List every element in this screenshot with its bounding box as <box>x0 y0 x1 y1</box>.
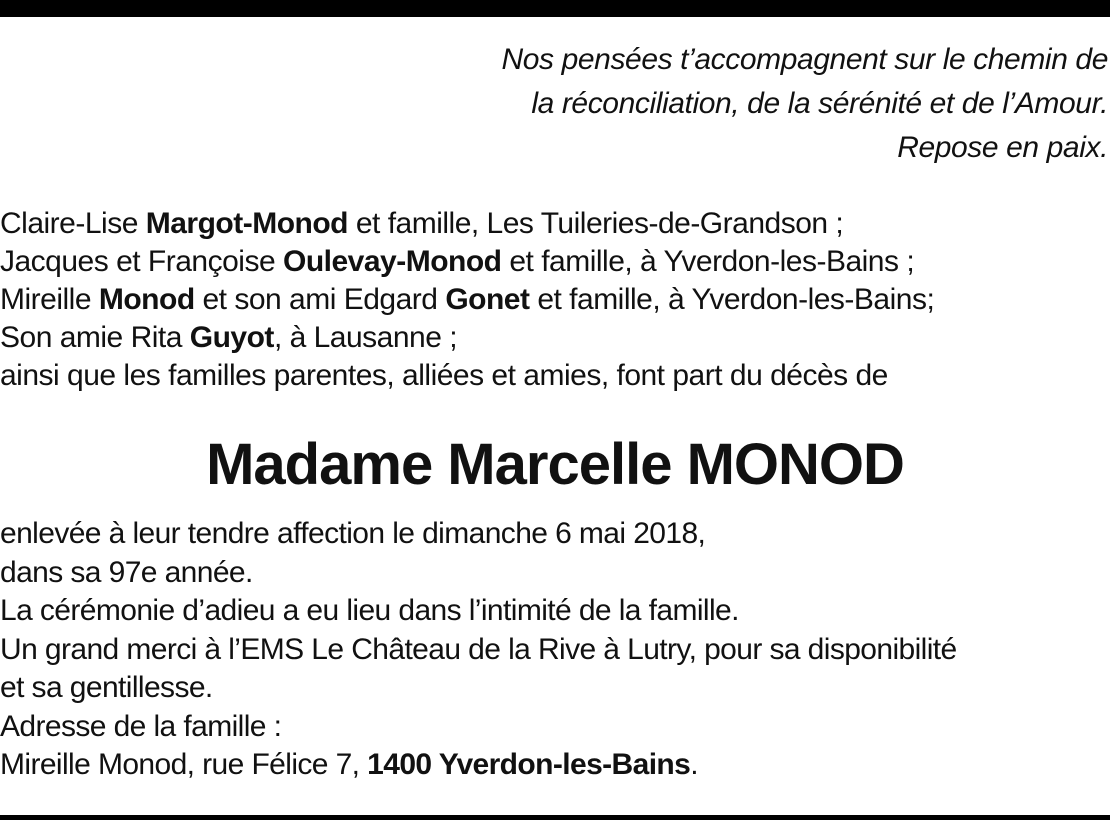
text: , à Lausanne ; <box>273 321 458 354</box>
family-surname: Oulevay-Monod <box>282 245 502 278</box>
quote-line: la réconciliation, de la sérénité et de l’Amour. <box>531 87 1108 120</box>
text: et famille, Les Tuileries-de-Grandson ; <box>348 207 844 240</box>
text: . <box>690 748 698 781</box>
family-surname: Monod <box>98 283 195 316</box>
family-line <box>0 205 1110 243</box>
text: Son amie Rita <box>0 321 190 354</box>
body-line: La cérémonie d’adieu a eu lieu dans l’intimité de la famille. <box>0 594 739 627</box>
announcement-body <box>0 515 1110 785</box>
family-surname: Margot-Monod <box>145 207 348 240</box>
top-rule <box>0 0 1110 17</box>
family-surname: Guyot <box>189 321 274 354</box>
epigraph-quote <box>308 38 1108 170</box>
bottom-rule <box>0 815 1110 820</box>
address-city: 1400 Yverdon-les-Bains <box>367 748 691 781</box>
text: et famille, à Yverdon-les-Bains ; <box>501 245 915 278</box>
family-line <box>0 319 1110 357</box>
family-surname: Gonet <box>445 283 530 316</box>
body-line: et sa gentillesse. <box>0 671 213 704</box>
quote-line: Repose en paix. <box>897 131 1108 164</box>
body-line: dans sa 97e année. <box>0 555 253 589</box>
body-line: Un grand merci à l’EMS Le Château de la Rive à Lutry, pour sa disponibilité <box>0 632 957 666</box>
text: et son ami Edgard <box>194 283 446 316</box>
deceased-name: Madame Marcelle MONOD <box>206 432 904 497</box>
address-line <box>0 746 1110 785</box>
family-line <box>0 281 1110 319</box>
family-line <box>0 243 1110 281</box>
text: Jacques et Françoise <box>0 245 283 278</box>
family-announcement <box>0 205 1110 395</box>
text: et famille, à Yverdon-les-Bains; <box>529 283 935 316</box>
announcement-line: ainsi que les familles parentes, alliées et amies, font part du décès de <box>0 359 888 392</box>
text: Claire-Lise <box>0 207 146 240</box>
body-line: Adresse de la famille : <box>0 709 282 743</box>
text: Mireille <box>0 283 99 316</box>
text: Mireille Monod, rue Félice 7, <box>0 748 368 781</box>
quote-line: Nos pensées t’accompagnent sur le chemin de <box>501 43 1108 76</box>
body-line: enlevée à leur tendre affection le dimanche 6 mai 2018, <box>0 517 706 550</box>
